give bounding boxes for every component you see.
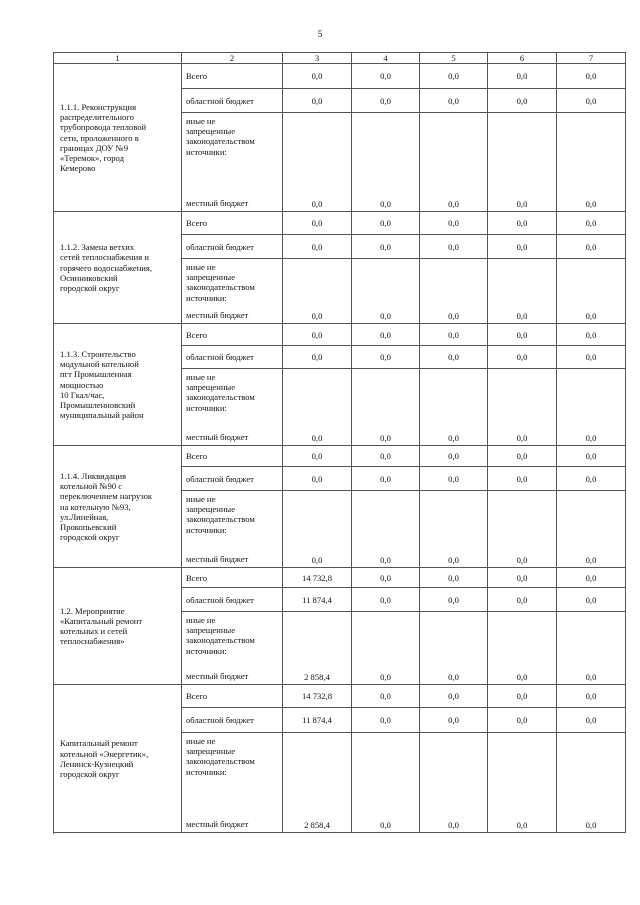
source-total-label: Всего (182, 568, 283, 588)
local-value-cell (488, 612, 557, 685)
regional-value: 0,0 (283, 467, 352, 491)
total-value: 0,0 (420, 212, 488, 235)
total-value: 0,0 (488, 446, 557, 467)
source-total-label: Всего (182, 685, 283, 708)
total-value: 0,0 (557, 685, 626, 708)
local-value-cell (488, 113, 557, 212)
total-value: 0,0 (557, 212, 626, 235)
regional-value: 0,0 (420, 89, 488, 113)
local-value-cell (283, 733, 352, 833)
source-regional-label: областной бюджет (182, 708, 283, 733)
total-value: 0,0 (488, 685, 557, 708)
local-value-cell (488, 259, 557, 324)
source-other-local-wrap (186, 369, 278, 413)
local-value: 0,0 (585, 555, 597, 565)
local-value: 0,0 (448, 672, 459, 682)
local-value-cell (283, 113, 352, 212)
local-value-cell (420, 259, 488, 324)
source-total-label: Всего (182, 64, 283, 89)
local-value: 0,0 (516, 433, 528, 443)
local-value-cell (352, 113, 420, 212)
budget-table (53, 52, 626, 833)
source-other-label: иные не запрещенные законодательством источники: (186, 116, 255, 157)
page-number: 5 (317, 29, 323, 39)
local-value: 0,0 (585, 311, 597, 321)
source-other-local-cell (182, 733, 283, 833)
local-value: 0,0 (311, 433, 323, 443)
local-value: 0,0 (380, 820, 391, 830)
local-value-cell (352, 612, 420, 685)
regional-value: 0,0 (420, 235, 488, 259)
local-value: 2 858,4 (304, 672, 330, 682)
local-value: 0,0 (380, 311, 391, 321)
measure-total-row (54, 324, 626, 346)
local-value-cell (420, 733, 488, 833)
regional-value: 0,0 (557, 346, 626, 369)
source-local-label: местный бюджет (186, 198, 249, 208)
total-value: 0,0 (352, 64, 420, 89)
local-value-cell (420, 612, 488, 685)
source-other-local-cell (182, 259, 283, 324)
local-value-cell (420, 491, 488, 568)
source-local-label: местный бюджет (186, 671, 249, 681)
column-number: 2 (182, 53, 283, 64)
measure-name-cell (54, 324, 182, 446)
local-value: 0,0 (448, 199, 459, 209)
total-value: 0,0 (352, 324, 420, 346)
regional-value: 0,0 (352, 467, 420, 491)
local-value: 0,0 (585, 199, 597, 209)
local-value: 0,0 (585, 433, 597, 443)
total-value: 0,0 (557, 446, 626, 467)
local-value-cell (488, 733, 557, 833)
regional-value: 0,0 (557, 588, 626, 612)
total-value: 0,0 (420, 64, 488, 89)
source-other-label: иные не запрещенные законодательством источники: (186, 494, 255, 535)
source-regional-label: областной бюджет (182, 588, 283, 612)
regional-value: 0,0 (557, 708, 626, 733)
regional-value: 0,0 (557, 235, 626, 259)
total-value: 0,0 (420, 685, 488, 708)
local-value: 0,0 (448, 555, 459, 565)
total-value: 0,0 (488, 64, 557, 89)
source-local-label: местный бюджет (186, 310, 249, 320)
source-local-label: местный бюджет (186, 554, 249, 564)
regional-value: 0,0 (283, 235, 352, 259)
local-value: 0,0 (380, 555, 391, 565)
regional-value: 0,0 (420, 588, 488, 612)
column-number: 4 (352, 53, 420, 64)
regional-value: 0,0 (488, 708, 557, 733)
source-other-local-cell (182, 369, 283, 446)
measure-name: 1.2. Мероприятие «Капитальный ремонт котельных и сетей теплоснабжения» (60, 605, 143, 647)
regional-value: 0,0 (352, 235, 420, 259)
regional-value: 11 874,4 (283, 588, 352, 612)
measure-name: 1.1.4. Ликвидация котельной №90 с переключением нагрузок на котельную №93, ул.Линейная, Прокопьевский городской округ (60, 471, 153, 542)
total-value: 0,0 (420, 324, 488, 346)
local-value: 0,0 (585, 672, 597, 682)
local-value: 0,0 (311, 311, 323, 321)
total-value: 0,0 (352, 568, 420, 588)
table-body (54, 64, 626, 833)
local-value-cell (283, 491, 352, 568)
source-other-label: иные не запрещенные законодательством источники: (186, 615, 255, 656)
local-value: 0,0 (380, 672, 391, 682)
total-value: 14 732,8 (283, 568, 352, 588)
source-other-label: иные не запрещенные законодательством источники: (186, 372, 255, 413)
local-value: 0,0 (448, 820, 459, 830)
total-value: 0,0 (352, 212, 420, 235)
column-number: 3 (283, 53, 352, 64)
regional-value: 0,0 (283, 346, 352, 369)
column-number: 5 (420, 53, 488, 64)
local-value-cell (557, 259, 626, 324)
local-value: 0,0 (516, 672, 528, 682)
measure-total-row (54, 446, 626, 467)
measure-total-row (54, 64, 626, 89)
regional-value: 0,0 (420, 708, 488, 733)
regional-value: 0,0 (488, 346, 557, 369)
measure-name: Капитальный ремонт котельной «Энергетик», Ленинск-Кузнецкий городской округ (60, 738, 149, 779)
total-value: 0,0 (488, 324, 557, 346)
local-value-cell (283, 259, 352, 324)
local-value: 0,0 (448, 311, 459, 321)
column-number: 7 (557, 53, 626, 64)
local-value-cell (557, 369, 626, 446)
column-number: 6 (488, 53, 557, 64)
total-value: 0,0 (352, 446, 420, 467)
source-other-label: иные не запрещенные законодательством источники: (186, 736, 255, 777)
regional-value: 0,0 (488, 235, 557, 259)
local-value-cell (557, 113, 626, 212)
local-value: 0,0 (516, 199, 528, 209)
measure-total-row (54, 568, 626, 588)
total-value: 0,0 (283, 212, 352, 235)
source-other-local-wrap (186, 612, 278, 656)
measure-name-cell (54, 568, 182, 685)
measure-name-cell (54, 212, 182, 324)
source-regional-label: областной бюджет (182, 346, 283, 369)
local-value: 0,0 (380, 199, 391, 209)
source-other-local-wrap (186, 733, 278, 777)
source-other-local-wrap (186, 113, 278, 157)
source-other-local-cell (182, 612, 283, 685)
regional-value: 0,0 (420, 467, 488, 491)
local-value-cell (420, 369, 488, 446)
source-regional-label: областной бюджет (182, 467, 283, 491)
source-total-label: Всего (182, 212, 283, 235)
total-value: 0,0 (283, 324, 352, 346)
local-value: 0,0 (380, 433, 391, 443)
regional-value: 0,0 (352, 588, 420, 612)
total-value: 0,0 (557, 568, 626, 588)
total-value: 0,0 (420, 568, 488, 588)
local-value-cell (488, 369, 557, 446)
source-regional-label: областной бюджет (182, 235, 283, 259)
local-value-cell (557, 733, 626, 833)
local-value: 0,0 (448, 433, 459, 443)
source-total-label: Всего (182, 446, 283, 467)
regional-value: 0,0 (557, 467, 626, 491)
total-value: 0,0 (283, 446, 352, 467)
regional-value: 11 874,4 (283, 708, 352, 733)
local-value: 2 858,4 (304, 820, 330, 830)
total-value: 0,0 (420, 446, 488, 467)
measure-name-cell (54, 446, 182, 568)
local-value-cell (557, 491, 626, 568)
total-value: 0,0 (557, 64, 626, 89)
total-value: 0,0 (488, 568, 557, 588)
regional-value: 0,0 (557, 89, 626, 113)
source-local-label: местный бюджет (186, 432, 249, 442)
local-value: 0,0 (516, 820, 528, 830)
source-other-local-cell (182, 491, 283, 568)
column-number-row (54, 53, 626, 64)
source-other-local-wrap (186, 491, 278, 535)
local-value-cell (283, 369, 352, 446)
measure-name: 1.1.1. Реконструкция распределительного трубопровода тепловой сети, проложенного в границах ДОУ №9 «Теремок», город Кемерово (60, 102, 147, 173)
source-local-label: местный бюджет (186, 819, 249, 829)
source-other-local-cell (182, 113, 283, 212)
local-value-cell (557, 612, 626, 685)
regional-value: 0,0 (352, 708, 420, 733)
local-value: 0,0 (516, 311, 528, 321)
local-value-cell (283, 612, 352, 685)
local-value-cell (352, 369, 420, 446)
local-value: 0,0 (516, 555, 528, 565)
regional-value: 0,0 (352, 346, 420, 369)
regional-value: 0,0 (488, 588, 557, 612)
measure-name: 1.1.3. Строительство модульной котельной пгт Промышленная мощностью 10 Гкал/час, Промышленновский муниципальный район (60, 349, 144, 420)
measure-total-row (54, 212, 626, 235)
measure-name: 1.1.2. Замена ветхих сетей теплоснабжения и горячего водоснабжения, Осинниковский городской округ (60, 242, 153, 293)
local-value-cell (352, 259, 420, 324)
total-value: 0,0 (283, 64, 352, 89)
regional-value: 0,0 (488, 89, 557, 113)
total-value: 14 732,8 (283, 685, 352, 708)
total-value: 0,0 (352, 685, 420, 708)
regional-value: 0,0 (420, 346, 488, 369)
local-value-cell (420, 113, 488, 212)
measure-name-cell (54, 685, 182, 833)
local-value: 0,0 (311, 555, 323, 565)
source-other-label: иные не запрещенные законодательством источники: (186, 262, 255, 303)
total-value: 0,0 (557, 324, 626, 346)
local-value-cell (488, 491, 557, 568)
local-value-cell (352, 491, 420, 568)
measure-name-cell (54, 64, 182, 212)
source-total-label: Всего (182, 324, 283, 346)
local-value-cell (352, 733, 420, 833)
regional-value: 0,0 (352, 89, 420, 113)
column-number: 1 (54, 53, 182, 64)
source-other-local-wrap (186, 259, 278, 303)
local-value: 0,0 (311, 199, 323, 209)
local-value: 0,0 (585, 820, 597, 830)
total-value: 0,0 (488, 212, 557, 235)
regional-value: 0,0 (283, 89, 352, 113)
source-regional-label: областной бюджет (182, 89, 283, 113)
regional-value: 0,0 (488, 467, 557, 491)
measure-total-row (54, 685, 626, 708)
